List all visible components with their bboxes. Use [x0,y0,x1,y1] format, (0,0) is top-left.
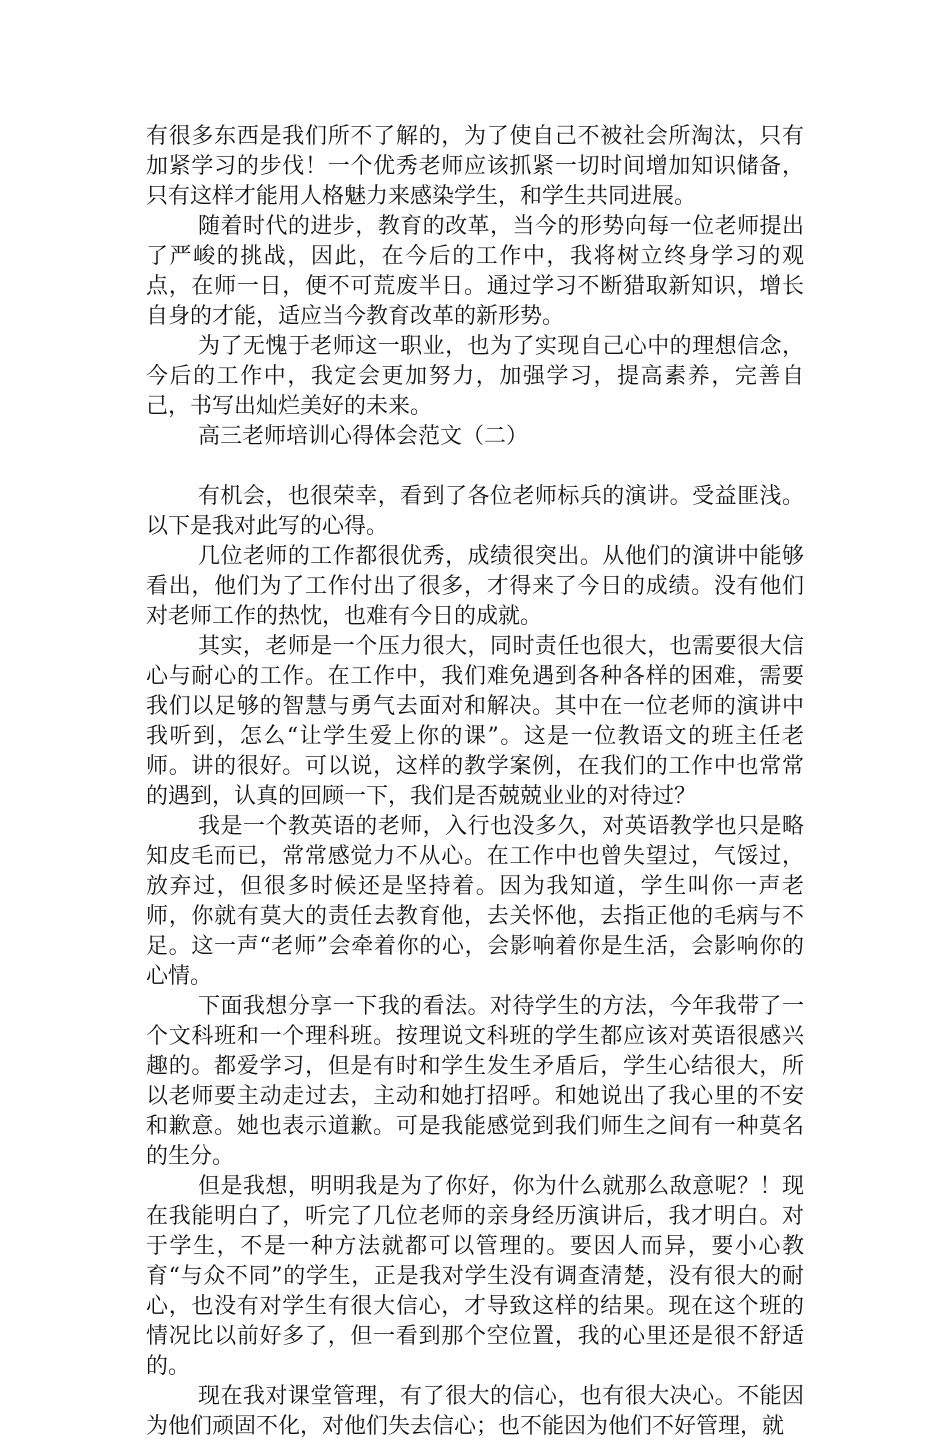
paragraph: 有机会，也很荣幸，看到了各位老师标兵的演讲。受益匪浅。以下是我对此写的心得。 [146,484,804,539]
paragraph: 我是一个教英语的老师，入行也没多久，对英语教学也只是略知皮毛而已，常常感觉力不从心。在工作中也曾失望过，气馁过，放弃过，但很多时候还是坚持着。因为我知道，学生叫你一声老师，你就有莫大的责任去教育他，去关怀他，去指正他的毛病与不足。这一声“老师”会牵着你的心，会影响着你是生活，会影响你的心情。 [146,814,804,989]
paragraph: 现在我对课堂管理，有了很大的信心，也有很大决心。不能因为他们顽固不化，对他们失去信心；也不能因为他们不好管理，就 [146,1384,804,1439]
document-body [146,122,804,1442]
paragraph: 为了无愧于老师这一职业，也为了实现自己心中的理想信念，今后的工作中，我定会更加努力，加强学习，提高素养，完善自己，书写出灿烂美好的未来。 [146,334,804,419]
paragraph: 其实，老师是一个压力很大，同时责任也很大，也需要很大信心与耐心的工作。在工作中，我们难免遇到各种各样的困难，需要我们以足够的智慧与勇气去面对和解决。其中在一位老师的演讲中我听到，怎么“让学生爱上你的课”。这是一位教语文的班主任老师。讲的很好。可以说，这样的教学案例，在我们的工作中也常常的遇到，认真的回顾一下，我们是否兢兢业业的对待过？ [146,634,804,809]
section-title: 高三老师培训心得体会范文（二） [198,424,529,449]
paragraph: 下面我想分享一下我的看法。对待学生的方法，今年我带了一个文科班和一个理科班。按理说文科班的学生都应该对英语很感兴趣的。都爱学习，但是有时和学生发生矛盾后，学生心结很大，所以老师要主动走过去，主动和她打招呼。和她说出了我心里的不安和歉意。她也表示道歉。可是我能感觉到我们师生之间有一种莫名的生分。 [146,994,804,1169]
blank-line [146,452,804,482]
paragraph: 有很多东西是我们所不了解的，为了使自己不被社会所淘汰，只有加紧学习的步伐！一个优秀老师应该抓紧一切时间增加知识储备，只有这样才能用人格魅力来感染学生，和学生共同进展。 [146,124,804,209]
paragraph: 几位老师的工作都很优秀，成绩很突出。从他们的演讲中能够看出，他们为了工作付出了很多，才得来了今日的成绩。没有他们对老师工作的热忱，也难有今日的成就。 [146,544,804,629]
paragraph: 随着时代的进步，教育的改革，当今的形势向每一位老师提出了严峻的挑战，因此，在今后的工作中，我将树立终身学习的观点，在师一日，便不可荒废半日。通过学习不断猎取新知识，增长自身的才能，适应当今教育改革的新形势。 [146,214,804,329]
paragraph: 但是我想，明明我是为了你好，你为什么就那么敌意呢？！现在我能明白了，听完了几位老师的亲身经历演讲后，我才明白。对于学生，不是一种方法就都可以管理的。要因人而异，要小心教育“与众不同”的学生，正是我对学生没有调查清楚，没有很大的耐心，也没有对学生有很大信心，才导致这样的结果。现在这个班的情况比以前好多了，但一看到那个空位置，我的心里还是很不舒适的。 [146,1174,804,1379]
